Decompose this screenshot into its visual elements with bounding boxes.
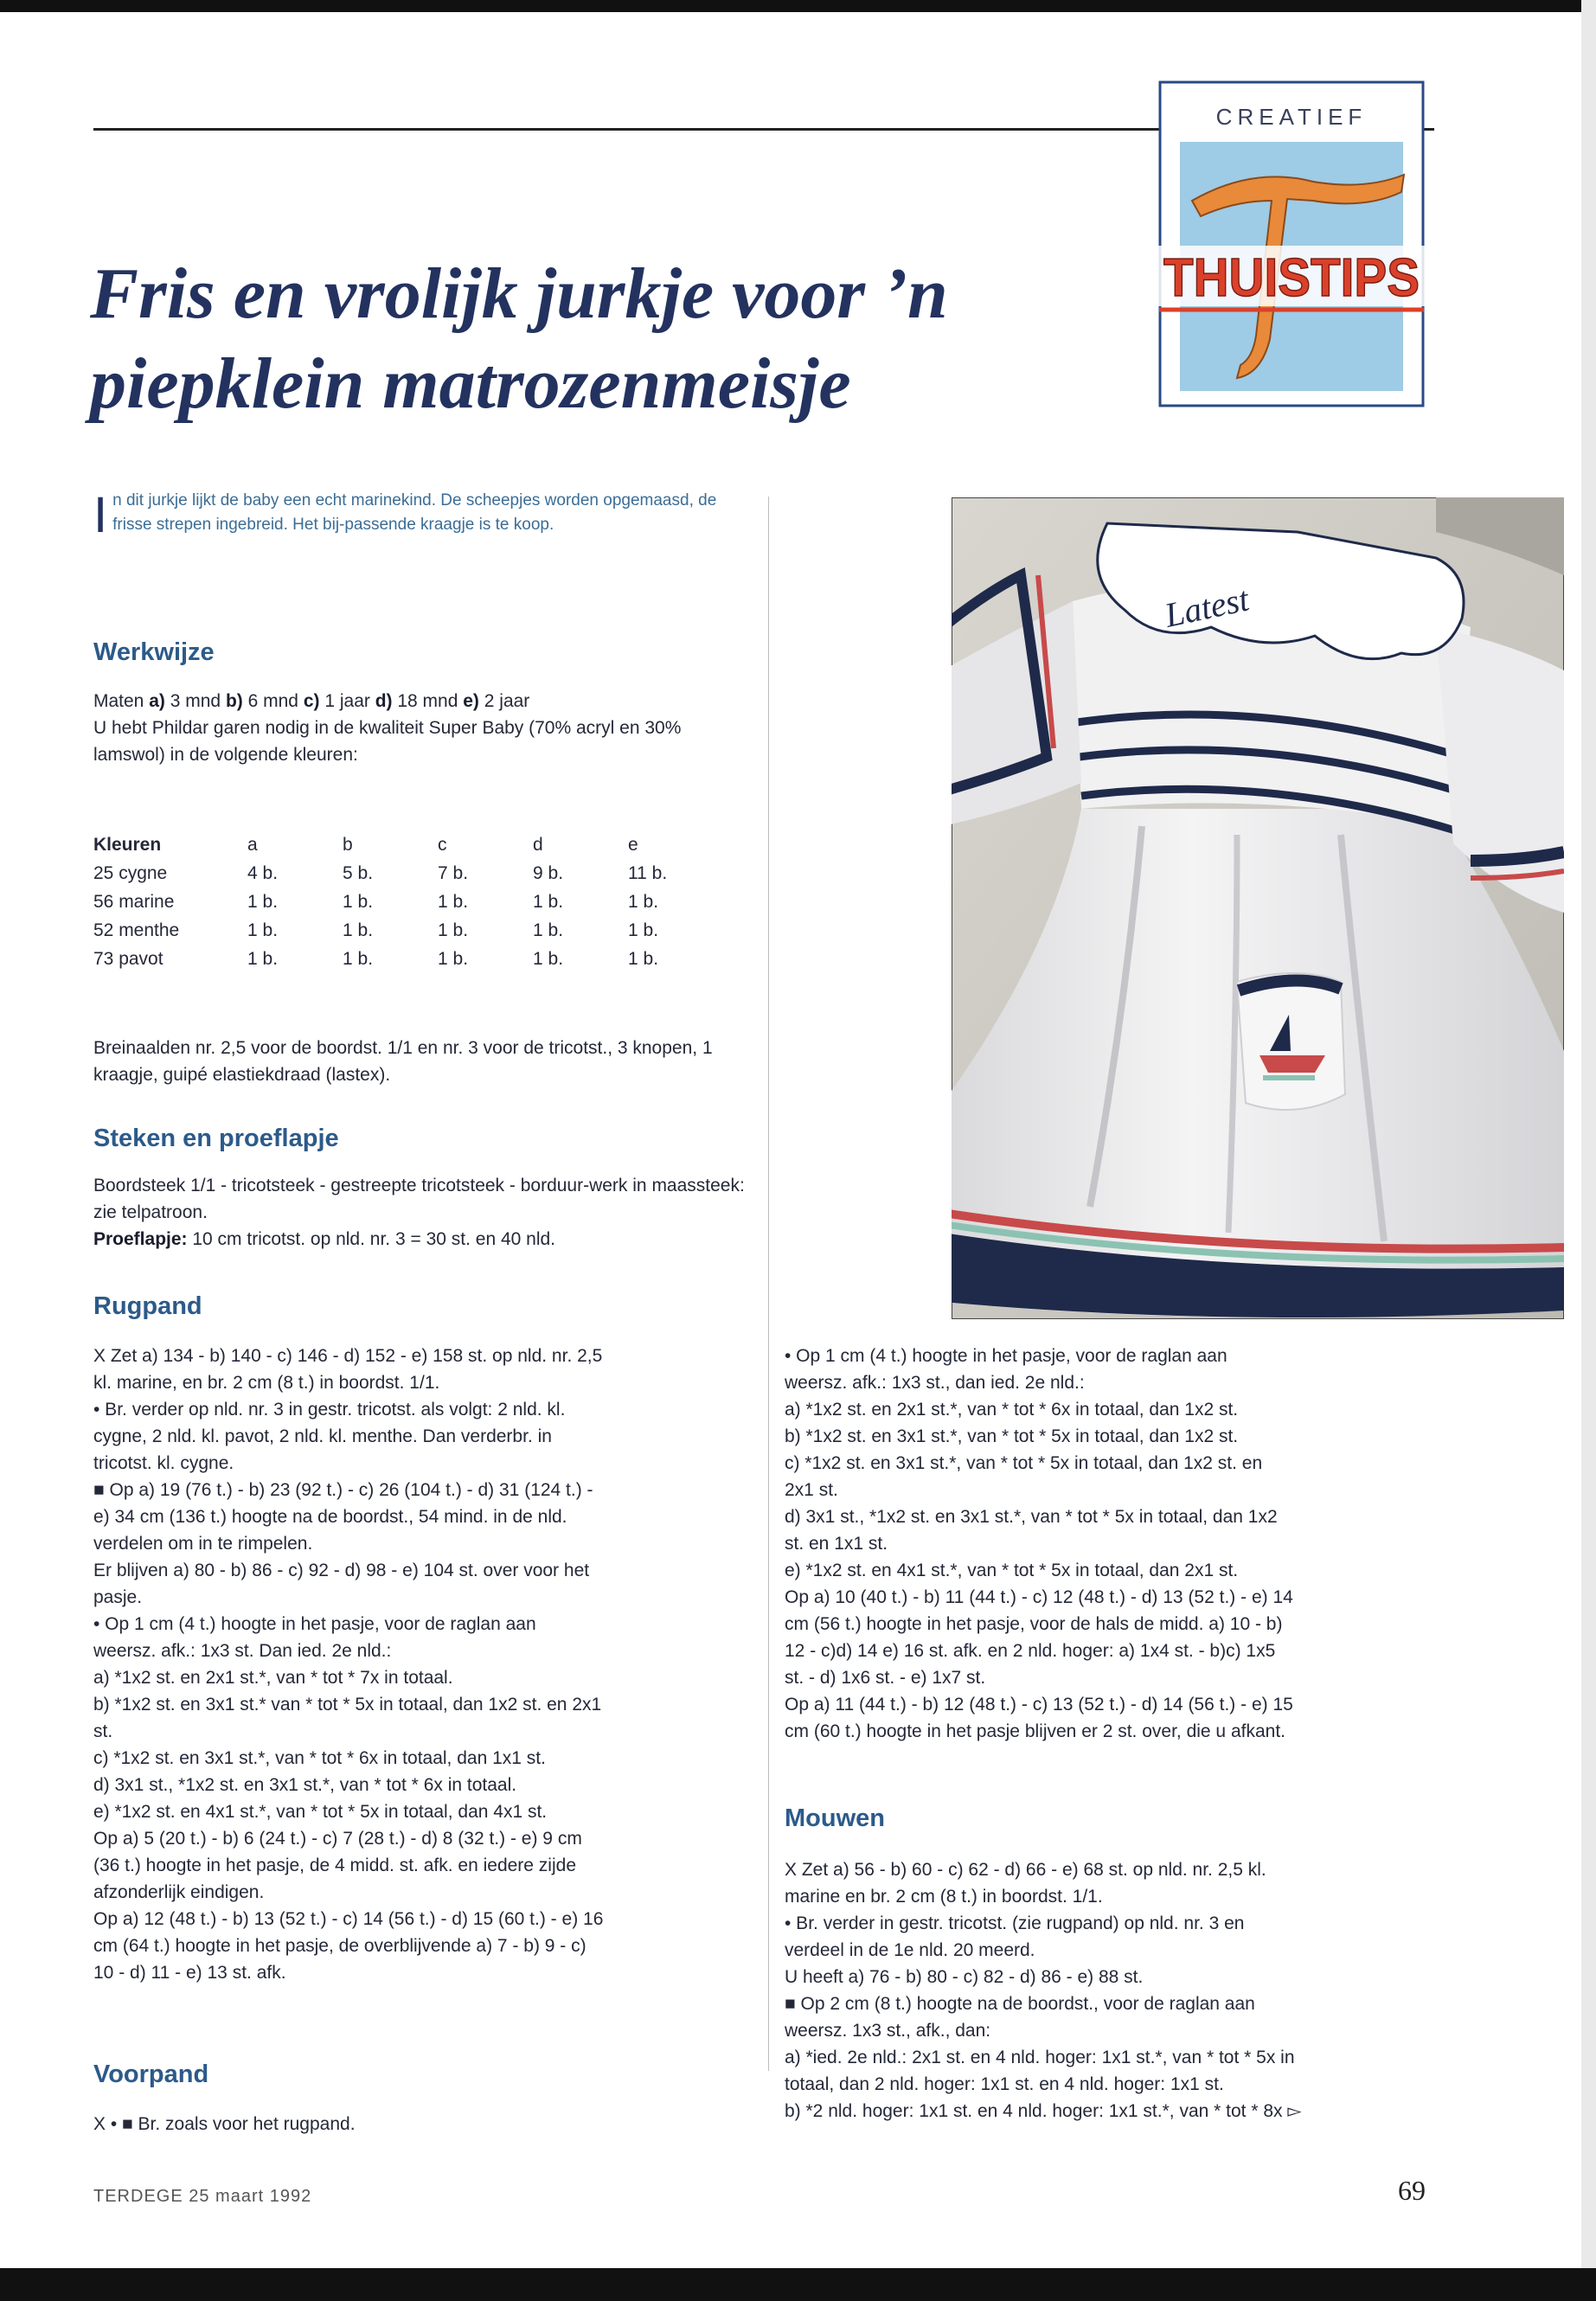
scan-edge-bottom: [0, 2268, 1596, 2301]
kleuren-cell: 1 b.: [533, 892, 564, 912]
proeflapje-line: [93, 1226, 768, 1253]
voorpand-line: • Op 1 cm (4 t.) hoogte in het pasje, voor de raglan aan: [785, 1346, 1227, 1366]
kleuren-header-cell: d: [533, 835, 543, 855]
collar-embroidery: Latest: [1161, 579, 1253, 635]
rugpand-line: verdelen om in te rimpelen.: [93, 1534, 313, 1554]
kleuren-cell: 1 b.: [247, 920, 279, 940]
headline-line-1: Fris en vrolijk jurkje voor ’n: [90, 253, 948, 334]
voorpand-line: st. en 1x1 st.: [785, 1534, 888, 1554]
voorpand-line: cm (60 t.) hoogte in het pasje blijven er 2 st. over, die u afkant.: [785, 1721, 1285, 1741]
mouwen-line: • Br. verder in gestr. tricotst. (zie rugpand) op nld. nr. 3 en: [785, 1913, 1245, 1933]
size-key: b): [225, 691, 243, 711]
kleuren-cell: 1 b.: [343, 892, 374, 912]
logo-word: THUISTIPS: [1163, 248, 1420, 308]
kleuren-header-row: [93, 830, 723, 859]
rugpand-line: X Zet a) 134 - b) 140 - c) 146 - d) 152 - e) 158 st. op nld. nr. 2,5: [93, 1346, 603, 1366]
voorpand-line: b) *1x2 st. en 3x1 st.*, van * tot * 5x in totaal, dan 1x2 st.: [785, 1426, 1239, 1446]
rugpand-line: • Br. verder op nld. nr. 3 in gestr. tricotst. als volgt: 2 nld. kl.: [93, 1400, 566, 1420]
kleuren-header-cell: a: [247, 835, 258, 855]
page-number: 69: [1398, 2175, 1426, 2206]
logo-top-text: CREATIEF: [1215, 104, 1368, 130]
sizes-line: [93, 688, 751, 715]
voorpand-line: Op a) 11 (44 t.) - b) 12 (48 t.) - c) 13 (52 t.) - d) 14 (56 t.) - e) 15: [785, 1695, 1293, 1715]
size-value: 2 jaar: [478, 691, 530, 711]
kleuren-row: [93, 945, 723, 973]
materials-text: Breinaalden nr. 2,5 voor de boordst. 1/1 en nr. 3 voor de tricotst., 3 knopen, 1 kraagje, guipé elastiekdraad (lastex).: [93, 1038, 713, 1085]
mouwen-line: verdeel in de 1e nld. 20 meerd.: [785, 1940, 1035, 1960]
boat-hull: [1259, 1055, 1325, 1073]
rugpand-line: • Op 1 cm (4 t.) hoogte in het pasje, voor de raglan aan: [93, 1614, 536, 1634]
mouwen-line: X Zet a) 56 - b) 60 - c) 62 - d) 66 - e) 68 st. op nld. nr. 2,5 kl.: [785, 1860, 1266, 1880]
size-key: c): [303, 691, 320, 711]
size-key: a): [149, 691, 165, 711]
kleuren-cell: 25 cygne: [93, 863, 168, 883]
kleuren-row: [93, 916, 723, 945]
rugpand-line: st.: [93, 1721, 113, 1741]
kleuren-cell: 56 marine: [93, 892, 175, 912]
section-title-steken: Steken en proeflapje: [93, 1125, 339, 1152]
mouwen-line: b) *2 nld. hoger: 1x1 st. en 4 nld. hoger: 1x1 st.*, van * tot * 8x ▻: [785, 2101, 1302, 2121]
right-column-text: [785, 1343, 1468, 1745]
kleuren-cell: 1 b.: [628, 892, 659, 912]
rugpand-line: Er blijven a) 80 - b) 86 - c) 92 - d) 98 - e) 104 st. over voor het: [93, 1561, 590, 1580]
thuistips-logo: [1157, 80, 1426, 408]
kleuren-cell: 1 b.: [628, 920, 659, 940]
mouwen-text: [785, 1856, 1468, 2125]
kleuren-cell: 4 b.: [247, 863, 279, 883]
rugpand-line: a) *1x2 st. en 2x1 st.*, van * tot * 7x in totaal.: [93, 1668, 453, 1688]
rugpand-line: pasje.: [93, 1587, 143, 1607]
kleuren-cell: 5 b.: [343, 863, 374, 883]
section-title-mouwen: Mouwen: [785, 1804, 885, 1832]
kleuren-cell: 1 b.: [438, 920, 469, 940]
voorpand-line: e) *1x2 st. en 4x1 st.*, van * tot * 5x in totaal, dan 2x1 st.: [785, 1561, 1239, 1580]
rugpand-line: e) 34 cm (136 t.) hoogte na de boordst., 54 mind. in de nld.: [93, 1507, 567, 1527]
kleuren-cell: 1 b.: [533, 920, 564, 940]
kleuren-header-cell: e: [628, 835, 638, 855]
kleuren-cell: 1 b.: [247, 949, 279, 969]
rugpand-line: b) *1x2 st. en 3x1 st.* van * tot * 5x in totaal, dan 1x2 st. en 2x1: [93, 1695, 602, 1715]
voorpand-line: 2x1 st.: [785, 1480, 838, 1500]
rugpand-line: ■ Op a) 19 (76 t.) - b) 23 (92 t.) - c) 26 (104 t.) - d) 31 (124 t.) -: [93, 1480, 593, 1500]
rugpand-text: [93, 1343, 777, 1986]
rugpand-line: (36 t.) hoogte in het pasje, de 4 midd. st. afk. en iedere zijde: [93, 1856, 576, 1875]
lead-text: n dit jurkje lijkt de baby een echt marinekind. De scheepjes worden opgemaasd, de frisse strepen ingebreid. Het bij-passende kraagje is te koop.: [112, 491, 717, 534]
kleuren-cell: 9 b.: [533, 863, 564, 883]
kleuren-cell: 52 menthe: [93, 920, 180, 940]
rugpand-line: Op a) 12 (48 t.) - b) 13 (52 t.) - c) 14 (56 t.) - d) 15 (60 t.) - e) 16: [93, 1909, 604, 1929]
proeflapje-text: 10 cm tricotst. op nld. nr. 3 = 30 st. en 40 nld.: [187, 1229, 556, 1249]
headline-line-2: piepklein matrozenmeisje: [90, 343, 851, 424]
boat-water: [1263, 1075, 1315, 1080]
kleuren-header-cell: Kleuren: [93, 835, 162, 855]
section-title-werkwijze: Werkwijze: [93, 638, 215, 666]
kleuren-cell: 1 b.: [343, 949, 374, 969]
rugpand-line: 10 - d) 11 - e) 13 st. afk.: [93, 1963, 286, 1983]
mouwen-line: U heeft a) 76 - b) 80 - c) 82 - d) 86 - e) 88 st.: [785, 1967, 1144, 1987]
mouwen-line: a) *ied. 2e nld.: 2x1 st. en 4 nld. hoger: 1x1 st.*, van * tot * 5x in: [785, 2048, 1295, 2067]
sizes-list: [149, 691, 529, 711]
rugpand-line: cm (64 t.) hoogte in het pasje, de overblijvende a) 7 - b) 9 - c): [93, 1936, 586, 1956]
voorpand-line: cm (56 t.) hoogte in het pasje, voor de hals de midd. a) 10 - b): [785, 1614, 1283, 1634]
size-value: 18 mnd: [392, 691, 464, 711]
section-title-voorpand: Voorpand: [93, 2061, 209, 2088]
size-key: d): [375, 691, 393, 711]
mouwen-line: ■ Op 2 cm (8 t.) hoogte na de boordst., voor de raglan aan: [785, 1994, 1255, 2014]
mouwen-line: totaal, dan 2 nld. hoger: 1x1 st. en 4 nld. hoger: 1x1 st.: [785, 2074, 1224, 2094]
kleuren-cell: 1 b.: [343, 920, 374, 940]
size-key: e): [463, 691, 479, 711]
footer-publication: TERDEGE 25 maart 1992: [93, 2187, 312, 2206]
voorpand-line: weersz. afk.: 1x3 st., dan ied. 2e nld.:: [785, 1373, 1085, 1393]
kleuren-cell: 11 b.: [628, 863, 668, 883]
lead-paragraph: [93, 487, 742, 543]
voorpand-line: a) *1x2 st. en 2x1 st.*, van * tot * 6x in totaal, dan 1x2 st.: [785, 1400, 1239, 1420]
kleuren-header-cell: b: [343, 835, 353, 855]
kleuren-cell: 1 b.: [628, 949, 659, 969]
section-title-rugpand: Rugpand: [93, 1292, 202, 1320]
kleuren-cell: 1 b.: [247, 892, 279, 912]
dress-pocket: [1237, 973, 1345, 1110]
voorpand-line: st. - d) 1x6 st. - e) 1x7 st.: [785, 1668, 986, 1688]
kleuren-cell: 1 b.: [533, 949, 564, 969]
voorpand-line: 12 - c)d) 14 e) 16 st. afk. en 2 nld. hoger: a) 1x4 st. - b)c) 1x5: [785, 1641, 1276, 1661]
rugpand-line: e) *1x2 st. en 4x1 st.*, van * tot * 5x in totaal, dan 4x1 st.: [93, 1802, 548, 1822]
steken-text: Boordsteek 1/1 - tricotsteek - gestreepte tricotsteek - borduur-werk in maassteek: zie telpatroon.: [93, 1176, 745, 1222]
rugpand-line: cygne, 2 nld. kl. pavot, 2 nld. kl. menthe. Dan verderbr. in: [93, 1426, 552, 1446]
size-value: 3 mnd: [164, 691, 226, 711]
kleuren-cell: 73 pavot: [93, 949, 163, 969]
yarn-text: U hebt Phildar garen nodig in de kwaliteit Super Baby (70% acryl en 30% lamswol) in de volgende kleuren:: [93, 718, 682, 765]
voorpand-text: X • ■ Br. zoals voor het rugpand.: [93, 2114, 356, 2134]
kleuren-row: [93, 859, 723, 888]
rugpand-line: c) *1x2 st. en 3x1 st.*, van * tot * 6x in totaal, dan 1x1 st.: [93, 1748, 546, 1768]
sizes-prefix: Maten: [93, 691, 150, 711]
kleuren-cell: 7 b.: [438, 863, 469, 883]
voorpand-line: Op a) 10 (40 t.) - b) 11 (44 t.) - c) 12 (48 t.) - d) 13 (52 t.) - e) 14: [785, 1587, 1293, 1607]
size-value: 6 mnd: [242, 691, 304, 711]
dress-photo: [952, 497, 1564, 1319]
kleuren-table: [93, 830, 723, 973]
scan-edge-right: [1581, 0, 1596, 2301]
mouwen-line: weersz. 1x3 st., afk., dan:: [785, 2021, 991, 2041]
rugpand-line: weersz. afk.: 1x3 st. Dan ied. 2e nld.:: [93, 1641, 392, 1661]
mouwen-line: marine en br. 2 cm (8 t.) in boordst. 1/1.: [785, 1887, 1103, 1907]
article-headline: [90, 249, 1145, 429]
scan-edge-top: [0, 0, 1596, 12]
lead-dropcap: I: [93, 487, 108, 543]
rugpand-line: Op a) 5 (20 t.) - b) 6 (24 t.) - c) 7 (28 t.) - d) 8 (32 t.) - e) 9 cm: [93, 1829, 582, 1849]
kleuren-header-cell: c: [438, 835, 447, 855]
kleuren-cell: 1 b.: [438, 949, 469, 969]
kleuren-cell: 1 b.: [438, 892, 469, 912]
rugpand-line: afzonderlijk eindigen.: [93, 1882, 265, 1902]
rugpand-line: d) 3x1 st., *1x2 st. en 3x1 st.*, van * tot * 6x in totaal.: [93, 1775, 517, 1795]
kleuren-row: [93, 888, 723, 916]
voorpand-line: d) 3x1 st., *1x2 st. en 3x1 st.*, van * tot * 5x in totaal, dan 1x2: [785, 1507, 1278, 1527]
voorpand-line: c) *1x2 st. en 3x1 st.*, van * tot * 5x in totaal, dan 1x2 st. en: [785, 1453, 1263, 1473]
rugpand-line: tricotst. kl. cygne.: [93, 1453, 234, 1473]
proeflapje-label: Proeflapje:: [93, 1229, 188, 1249]
size-value: 1 jaar: [319, 691, 375, 711]
kleuren-body: [93, 859, 723, 973]
rugpand-line: kl. marine, en br. 2 cm (8 t.) in boordst. 1/1.: [93, 1373, 440, 1393]
